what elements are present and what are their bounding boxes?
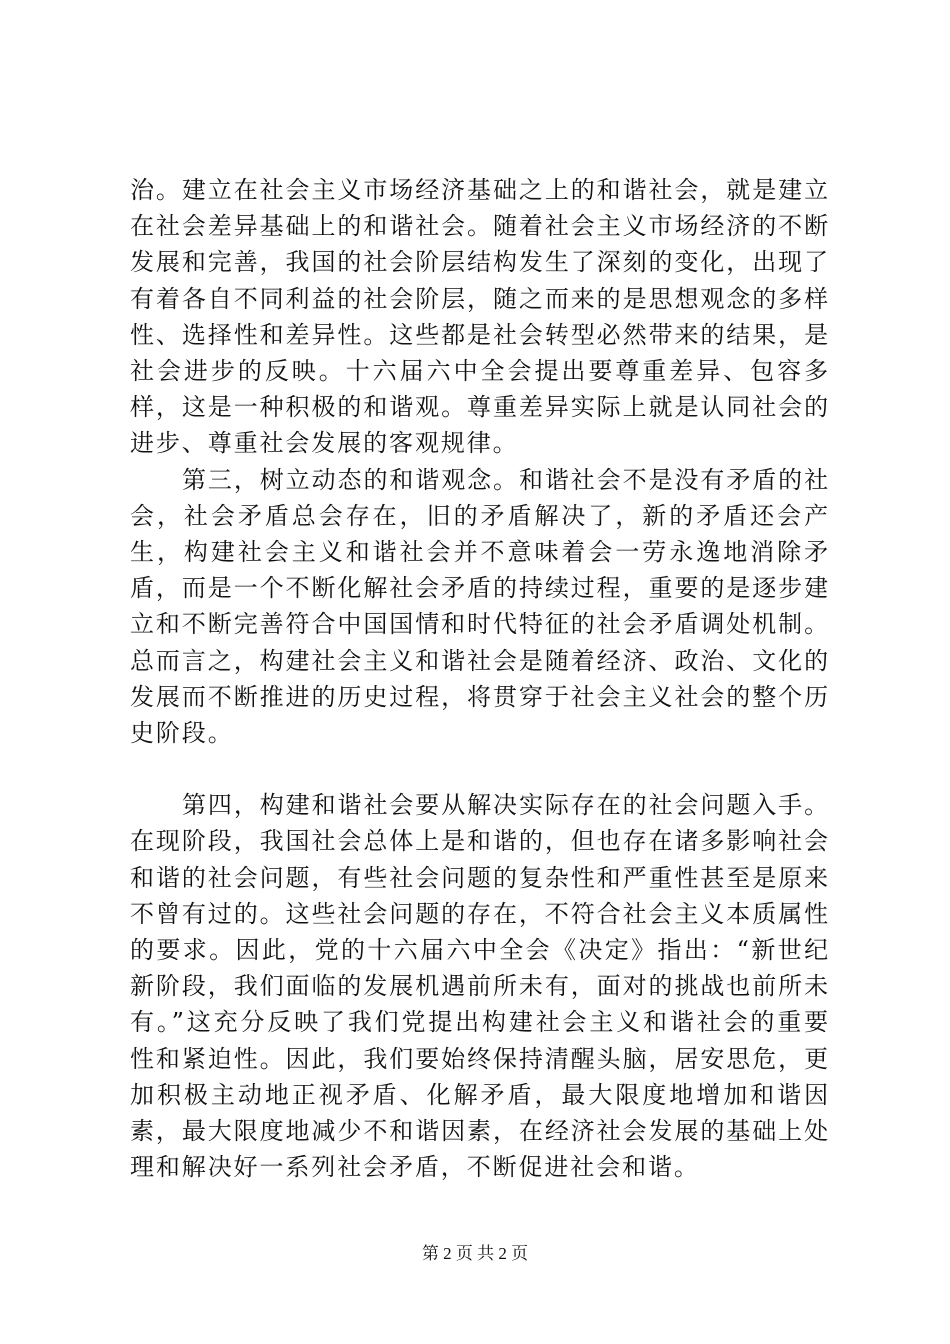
paragraph-continuation: 治。建立在社会主义市场经济基础之上的和谐社会，就是建立在社会差异基础上的和谐社会。随着社会主义市场经济的不断发展和完善，我国的社会阶层结构发生了深刻的变化，出现了有着各自不同利益的社会阶层，随之而来的是思想观念的多样性、选择性和差异性。这些都是社会转型必然带来的结果，是社会进步的反映。十六届六中全会提出要尊重差异、包容多样，这是一种积极的和谐观。尊重差异实际上就是认同社会的进步、尊重社会发展的客观规律。 [130, 176, 830, 458]
page-number-footer: 第 2 页 共 2 页 [421, 1244, 529, 1263]
document-body [130, 172, 830, 1185]
paragraph-fourth-point: 第四，构建和谐社会要从解决实际存在的社会问题入手。在现阶段，我国社会总体上是和谐的，但也存在诸多影响社会和谐的社会问题，有些社会问题的复杂性和严重性甚至是原来不曾有过的。这些社会问题的存在，不符合社会主义本质属性的要求。因此，党的十六届六中全会《决定》指出：“新世纪新阶段，我们面临的发展机遇前所未有，面对的挑战也前所未有。”这充分反映了我们党提出构建社会主义和谐社会的重要性和紧迫性。因此，我们要始终保持清醒头脑，居安思危，更加积极主动地正视矛盾、化解矛盾，最大限度地增加和谐因素，最大限度地减少不和谐因素，在经济社会发展的基础上处理和解决好一系列社会矛盾，不断促进社会和谐。 [130, 791, 830, 1182]
paragraph-third-point: 第三，树立动态的和谐观念。和谐社会不是没有矛盾的社会，社会矛盾总会存在，旧的矛盾解决了，新的矛盾还会产生，构建社会主义和谐社会并不意味着会一劳永逸地消除矛盾，而是一个不断化解社会矛盾的持续过程，重要的是逐步建立和不断完善符合中国国情和时代特征的社会矛盾调处机制。总而言之，构建社会主义和谐社会是随着经济、政治、文化的发展而不断推进的历史过程，将贯穿于社会主义社会的整个历史阶段。 [130, 465, 830, 748]
